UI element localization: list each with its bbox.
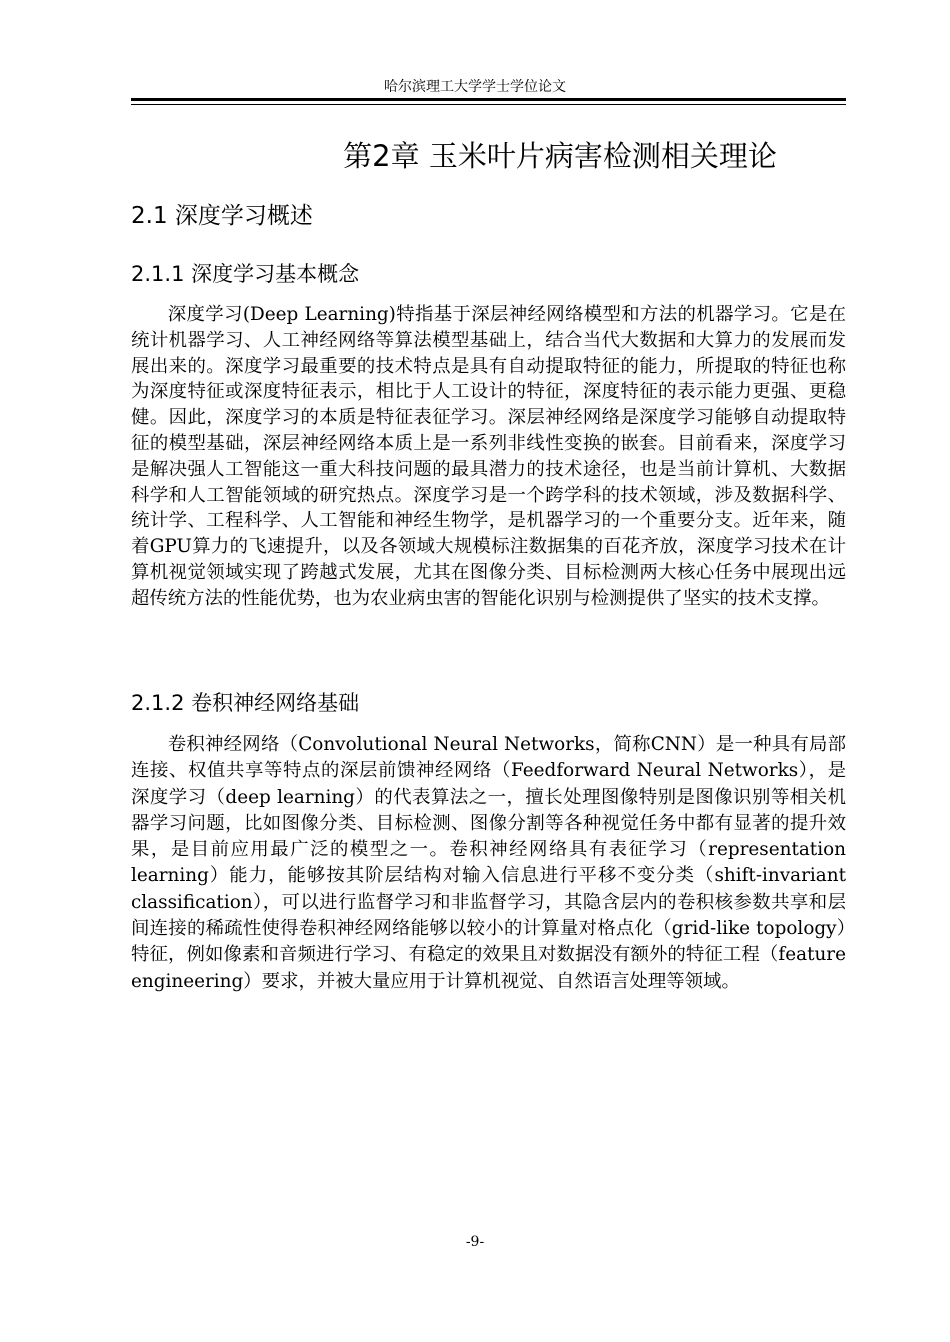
page-number: -9- [465, 1234, 485, 1250]
subsection-heading-2-1-1: 2.1.1 深度学习基本概念 [131, 262, 360, 286]
subsection-heading-2-1-2: 2.1.2 卷积神经网络基础 [131, 691, 360, 715]
section-heading: 2.1 深度学习概述 [131, 203, 313, 229]
header-rule-thick [131, 98, 846, 101]
running-header: 哈尔滨理工大学学士学位论文 [384, 79, 566, 95]
paragraph-cnn: 卷积神经网络（Convolutional Neural Networks，简称CNN）是一种具有局部连接、权值共享等特点的深层前馈神经网络（Feedforward Neural Networks），是深度学习（deep learning）的代表算法之一，擅长处理图像特别是图像识别等相关机器学习问题，比如图像分类、目标检测、图像分割等各种视觉任务中都有显著的提升效果，是目前应用最广泛的模型之一。卷积神经网络具有表征学习（representation learning）能力，能够按其阶层结构对输入信息进行平移不变分类（shift-invariant classification），可以进行监督学习和非监督学习，其隐含层内的卷积核参数共享和层间连接的稀疏性使得卷积神经网络能够以较小的计算量对格点化（grid-like topology）特征，例如像素和音频进行学习、有稳定的效果且对数据没有额外的特征工程（feature engineering）要求，并被大量应用于计算机视觉、自然语言处理等领域。 [131, 734, 846, 992]
header-rule-thin [131, 104, 846, 105]
paragraph-deep-learning: 深度学习(Deep Learning)特指基于深层神经网络模型和方法的机器学习。它是在统计机器学习、人工神经网络等算法模型基础上，结合当代大数据和大算力的发展而发展出来的。深度学习最重要的技术特点是具有自动提取特征的能力，所提取的特征也称为深度特征或深度特征表示，相比于人工设计的特征，深度特征的表示能力更强、更稳健。因此，深度学习的本质是特征表征学习。深层神经网络是深度学习能够自动提取特征的模型基础，深层神经网络本质上是一系列非线性变换的嵌套。目前看来，深度学习是解决强人工智能这一重大科技问题的最具潜力的技术途径，也是当前计算机、大数据科学和人工智能领域的研究热点。深度学习是一个跨学科的技术领域，涉及数据科学、统计学、工程科学、人工智能和神经生物学，是机器学习的一个重要分支。近年来，随着GPU算力的飞速提升，以及各领域大规模标注数据集的百花齐放，深度学习技术在计算机视觉领域实现了跨越式发展，尤其在图像分类、目标检测两大核心任务中展现出远超传统方法的性能优势，也为农业病虫害的智能化识别与检测提供了坚实的技术支撑。 [131, 304, 846, 609]
chapter-title: 第2章 玉米叶片病害检测相关理论 [343, 139, 777, 173]
